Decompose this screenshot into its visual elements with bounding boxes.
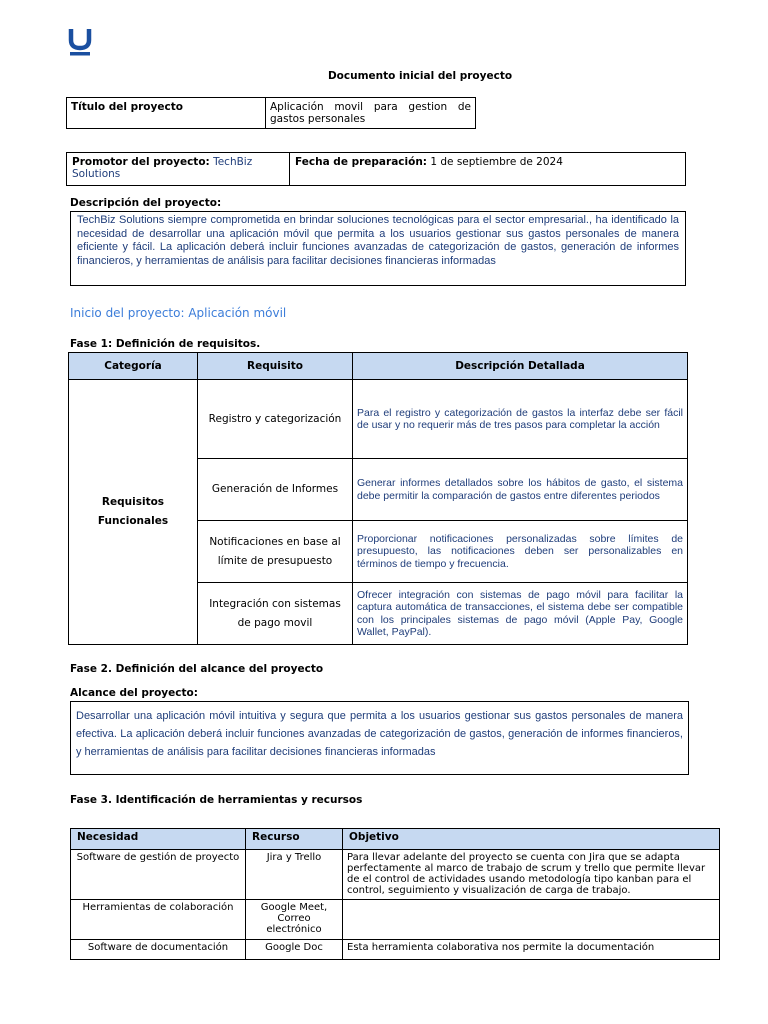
need-cell: Herramientas de colaboración (71, 900, 246, 940)
description-label: Descripción del proyecto: (70, 197, 222, 209)
description-box: TechBiz Solutions siempre comprometida en brindar soluciones tecnológicas para el sector empresarial., ha identificado la necesidad de desarrollar una aplicación móvil que permita a los usuarios gestionar sus gastos personales de manera eficiente y fácil. La aplicación deberá incluir funciones avanzadas de categorización de gastos, generación de informes financieros, y herramientas de análisis para facilitar decisiones financieras informadas (70, 211, 686, 286)
university-logo (68, 26, 92, 58)
table-header-row (69, 353, 688, 380)
objective-cell: Para llevar adelante del proyecto se cuenta con Jira que se adapta perfectamente al marco de trabajo de scrum y trello que permite llevar de el control de actividades usando metodología tipo kanban para el control, seguimiento y visualización de carga de trabajo. (343, 850, 720, 900)
need-cell: Software de gestión de proyecto (71, 850, 246, 900)
promoter-value: TechBiz Solutions (72, 156, 253, 180)
date-value: 1 de septiembre de 2024 (430, 156, 563, 168)
need-cell: Software de documentación (71, 940, 246, 960)
document-title: Documento inicial del proyecto (327, 70, 513, 82)
resource-cell: Google Doc (246, 940, 343, 960)
header-need: Necesidad (71, 829, 246, 850)
logo-icon (68, 26, 92, 58)
date-label: Fecha de preparación: (295, 156, 427, 168)
detail-cell: Ofrecer integración con sistemas de pago móvil para facilitar la captura automática de transacciones, el sistema debe ser compatible con los principales sistemas de pago móvil (Apple Pay, Google Wallet, PayPal). (353, 583, 688, 645)
promoter-cell (67, 153, 290, 186)
objective-cell: Esta herramienta colaborativa nos permite la documentación (343, 940, 720, 960)
requirements-table (68, 352, 688, 645)
phase3-title: Fase 3. Identificación de herramientas y recursos (70, 794, 363, 806)
resource-cell: Jira y Trello (246, 850, 343, 900)
date-cell (290, 153, 686, 186)
requirement-cell: Generación de Informes (198, 459, 353, 521)
project-start-heading: Inicio del proyecto: Aplicación móvil (70, 306, 287, 320)
table-row (69, 380, 688, 459)
scope-label: Alcance del proyecto: (70, 687, 198, 699)
resource-cell: Google Meet, Correo electrónico (246, 900, 343, 940)
requirement-cell: Registro y categorización (198, 380, 353, 459)
requirement-cell: Notificaciones en base al límite de presupuesto (198, 521, 353, 583)
objective-cell (343, 900, 720, 940)
header-requirement: Requisito (198, 353, 353, 380)
table-header-row (71, 829, 720, 850)
header-category: Categoría (69, 353, 198, 380)
requirement-cell: Integración con sistemas de pago movil (198, 583, 353, 645)
header-objective: Objetivo (343, 829, 720, 850)
scope-box: Desarrollar una aplicación móvil intuitiva y segura que permita a los usuarios gestionar sus gastos personales de manera efectiva. La aplicación deberá incluir funciones avanzadas de categorización de gastos, generación de informes financieros, y herramientas de análisis para facilitar decisiones financieras informadas (70, 701, 689, 775)
tools-table (70, 828, 720, 960)
table-row (71, 900, 720, 940)
phase1-title: Fase 1: Definición de requisitos. (70, 338, 261, 350)
project-title-table (66, 97, 476, 129)
table-row (71, 850, 720, 900)
detail-cell: Proporcionar notificaciones personalizadas sobre límites de presupuesto, las notificaciones deben ser personalizables en términos de tiempo y frecuencia. (353, 521, 688, 583)
phase2-title: Fase 2. Definición del alcance del proyecto (70, 663, 324, 675)
promoter-label: Promotor del proyecto: (72, 156, 210, 168)
project-title-value: Aplicación movil para gestion de gastos personales (266, 98, 476, 129)
promoter-date-table (66, 152, 686, 186)
detail-cell: Para el registro y categorización de gastos la interfaz debe ser fácil de usar y no requerir más de tres pasos para completar la acción (353, 380, 688, 459)
header-detail: Descripción Detallada (353, 353, 688, 380)
category-cell: Requisitos Funcionales (69, 380, 198, 645)
table-row (71, 940, 720, 960)
project-title-label: Título del proyecto (67, 98, 266, 129)
header-resource: Recurso (246, 829, 343, 850)
detail-cell: Generar informes detallados sobre los hábitos de gasto, el sistema debe permitir la comparación de gastos entre diferentes periodos (353, 459, 688, 521)
